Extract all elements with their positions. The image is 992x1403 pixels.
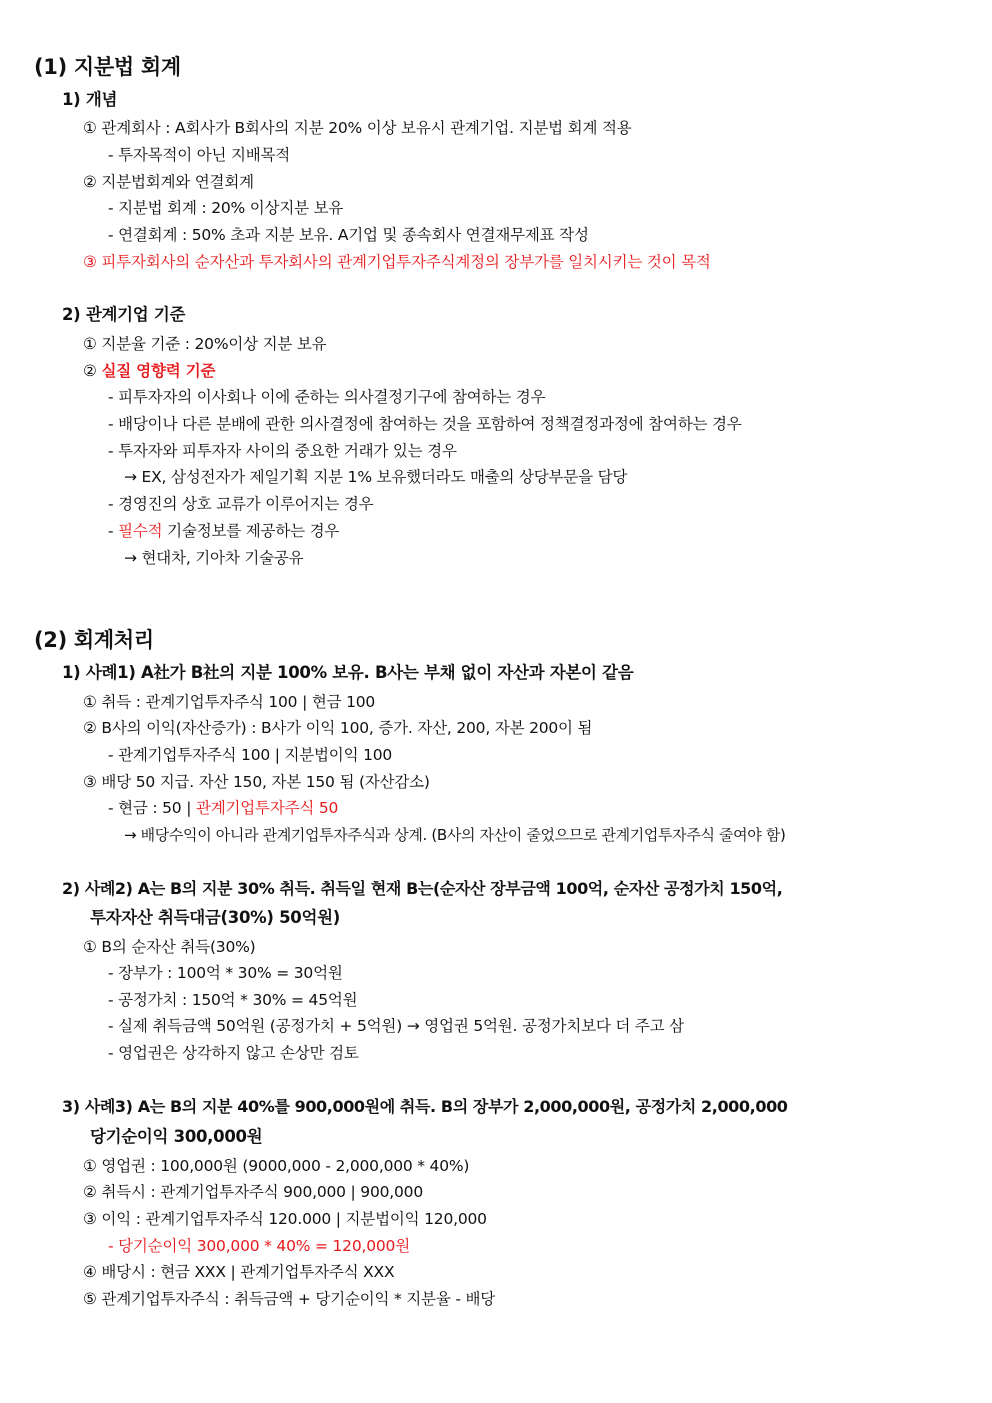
list-item: - 배당이나 다른 분배에 관한 의사결정에 참여하는 것을 포함하여 정책결정과정에 참여하는 경우 [108,415,742,433]
highlighted-text: 필수적 [118,522,163,540]
list-item: - 실제 취득금액 50억원 (공정가치 + 5억원) → 영업권 5억원. 공정가치보다 더 주고 삼 [108,1017,684,1035]
list-item: - 관계기업투자주식 100 | 지분법이익 100 [108,746,393,764]
case-2-heading-cont: 투자자산 취득대금(30%) 50억원) [90,908,340,927]
list-item: ② 취득시 : 관계기업투자주식 900,000 | 900,000 [83,1183,423,1201]
subsection-1-2-heading: 2) 관계기업 기준 [62,305,186,324]
list-item: - 투자자와 피투자자 사이의 중요한 거래가 있는 경우 [108,442,457,460]
list-item: → 현대차, 기아차 기술공유 [124,549,304,567]
list-item: ① 영업권 : 100,000원 (9000,000 - 2,000,000 * 40%) [83,1157,470,1175]
text-fragment: 기술정보를 제공하는 경우 [162,522,340,540]
list-item: ① B의 순자산 취득(30%) [83,938,256,956]
highlighted-list-item: - 당기순이익 300,000 * 40% = 120,000원 [108,1237,410,1255]
list-item: ② B사의 이익(자산증가) : B사가 이익 100, 증가. 자산, 200, 자본 200이 됨 [83,719,593,737]
highlighted-text: 실질 영향력 기준 [101,362,216,380]
subsection-1-1-heading: 1) 개념 [62,90,118,109]
list-item: ③ 이익 : 관계기업투자주식 120.000 | 지분법이익 120,000 [83,1210,487,1228]
list-item: ④ 배당시 : 현금 XXX | 관계기업투자주식 XXX [83,1263,395,1281]
list-item: - 지분법 회계 : 20% 이상지분 보유 [108,199,344,217]
list-item [83,360,215,382]
list-item [108,797,338,819]
list-item: - 경영진의 상호 교류가 이루어지는 경우 [108,495,374,513]
text-fragment: - 현금 : 50 | [108,799,196,817]
list-item: ① 관계회사 : A회사가 B회사의 지분 20% 이상 보유시 관계기업. 지분법 회계 적용 [83,119,632,137]
text-fragment: - [108,522,119,540]
case-3-heading-cont: 당기순이익 300,000원 [90,1127,263,1146]
list-marker: ② [83,362,102,380]
list-item: - 연결회계 : 50% 초과 지분 보유. A기업 및 종속회사 연결재무제표 작성 [108,226,589,244]
list-item: ② 지분법회계와 연결회계 [83,173,254,191]
section-1-heading: (1) 지분법 회계 [34,55,181,79]
list-item: ① 지분율 기준 : 20%이상 지분 보유 [83,335,327,353]
list-item: - 투자목적이 아닌 지배목적 [108,146,291,164]
highlighted-list-item: ③ 피투자회사의 순자산과 투자회사의 관계기업투자주식계정의 장부가를 일치시키는 것이 목적 [83,253,711,271]
list-item: → EX, 삼성전자가 제일기획 지분 1% 보유했더라도 매출의 상당부문을 담당 [124,468,628,486]
list-item: ⑤ 관계기업투자주식 : 취득금액 + 당기순이익 * 지분율 - 배당 [83,1290,495,1308]
list-item: - 장부가 : 100억 * 30% = 30억원 [108,964,343,982]
list-item: - 피투자자의 이사회나 이에 준하는 의사결정기구에 참여하는 경우 [108,388,546,406]
list-item: ③ 배당 50 지급. 자산 150, 자본 150 됨 (자산감소) [83,773,430,791]
section-2-heading: (2) 회계처리 [34,628,154,652]
list-item: - 영업권은 상각하지 않고 손상만 검토 [108,1044,359,1062]
list-item: ① 취득 : 관계기업투자주식 100 | 현금 100 [83,693,376,711]
list-item [108,520,339,542]
case-2-heading: 2) 사례2) A는 B의 지분 30% 취득. 취득일 현재 B는(순자산 장부금액 100억, 순자산 공정가치 150억, [62,879,783,898]
case-1-heading: 1) 사례1) A社가 B社의 지분 100% 보유. B사는 부채 없이 자산과 자본이 같음 [62,663,634,682]
highlighted-text: 관계기업투자주식 50 [195,799,339,817]
list-item: - 공정가치 : 150억 * 30% = 45억원 [108,991,358,1009]
list-item: → 배당수익이 아니라 관계기업투자주식과 상계. (B사의 자산이 줄었으므로 관계기업투자주식 줄여야 함) [124,826,786,844]
case-3-heading: 3) 사례3) A는 B의 지분 40%를 900,000원에 취득. B의 장부가 2,000,000원, 공정가치 2,000,000 [62,1097,788,1116]
